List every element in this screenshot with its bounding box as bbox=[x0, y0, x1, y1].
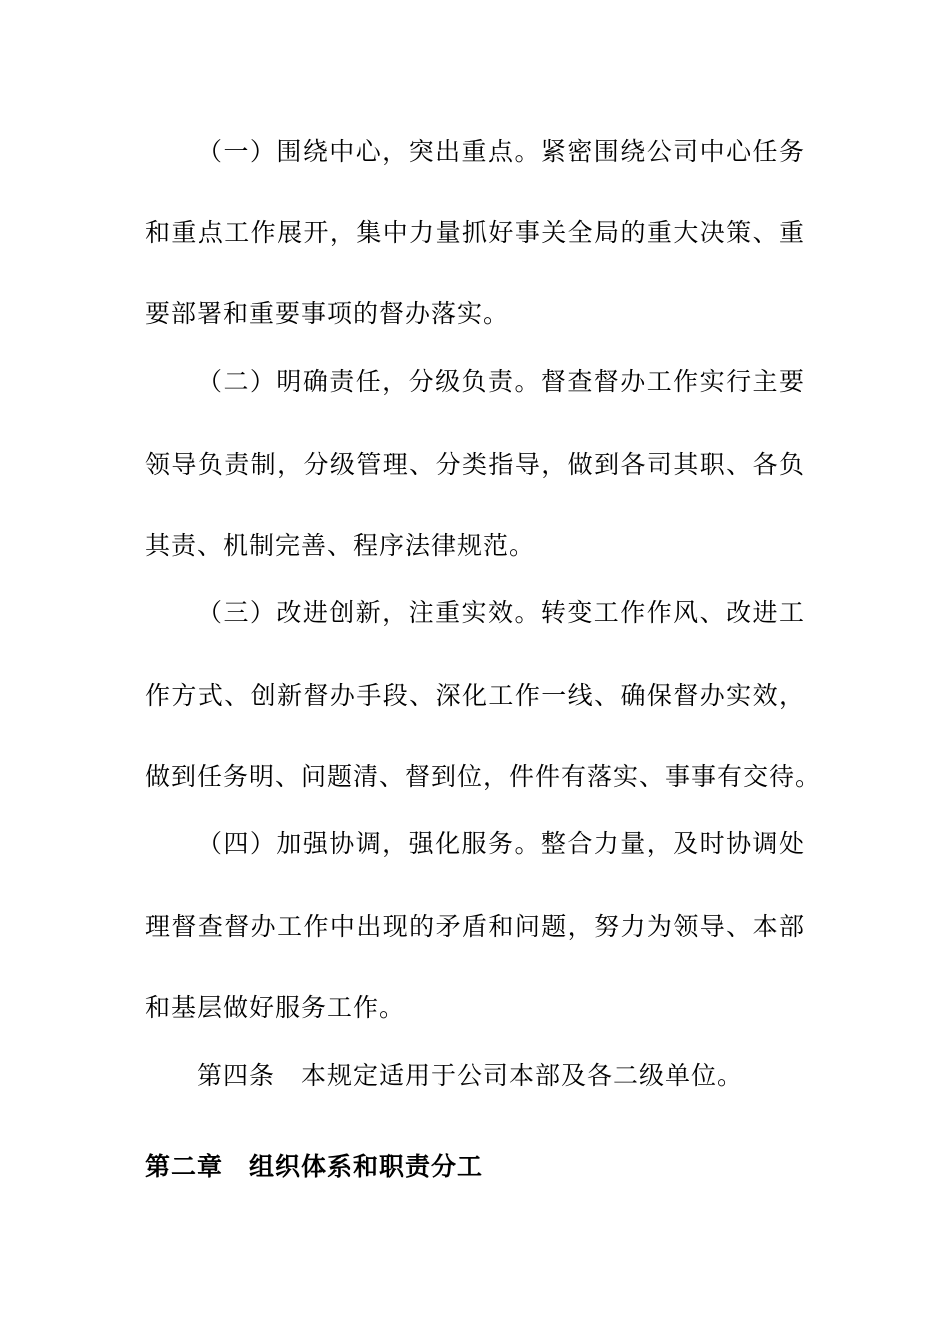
paragraph-4-line-2: 理督查督办工作中出现的矛盾和问题，努力为领导、本部 bbox=[145, 912, 805, 941]
paragraph-1-line-1: （一）围绕中心，突出重点。紧密围绕公司中心任务 bbox=[197, 137, 805, 166]
paragraph-1-line-3: 要部署和重要事项的督办落实。 bbox=[145, 299, 510, 328]
article-four: 第四条 本规定适用于公司本部及各二级单位。 bbox=[197, 1061, 744, 1090]
paragraph-2-line-3: 其责、机制完善、程序法律规范。 bbox=[145, 531, 536, 560]
paragraph-3-line-3: 做到任务明、问题清、督到位，件件有落实、事事有交待。 bbox=[145, 762, 822, 791]
paragraph-4-line-1: （四）加强协调，强化服务。整合力量，及时协调处 bbox=[197, 829, 805, 858]
paragraph-2-line-1: （二）明确责任，分级负责。督查督办工作实行主要 bbox=[197, 367, 805, 396]
paragraph-3-line-1: （三）改进创新，注重实效。转变工作作风、改进工 bbox=[197, 598, 805, 627]
chapter-heading: 第二章 组织体系和职责分工 bbox=[145, 1152, 484, 1181]
paragraph-1-line-2: 和重点工作展开，集中力量抓好事关全局的重大决策、重 bbox=[145, 218, 805, 247]
paragraph-4-line-3: 和基层做好服务工作。 bbox=[145, 993, 406, 1022]
paragraph-3-line-2: 作方式、创新督办手段、深化工作一线、确保督办实效， bbox=[145, 681, 805, 710]
paragraph-2-line-2: 领导负责制，分级管理、分类指导，做到各司其职、各负 bbox=[145, 450, 805, 479]
